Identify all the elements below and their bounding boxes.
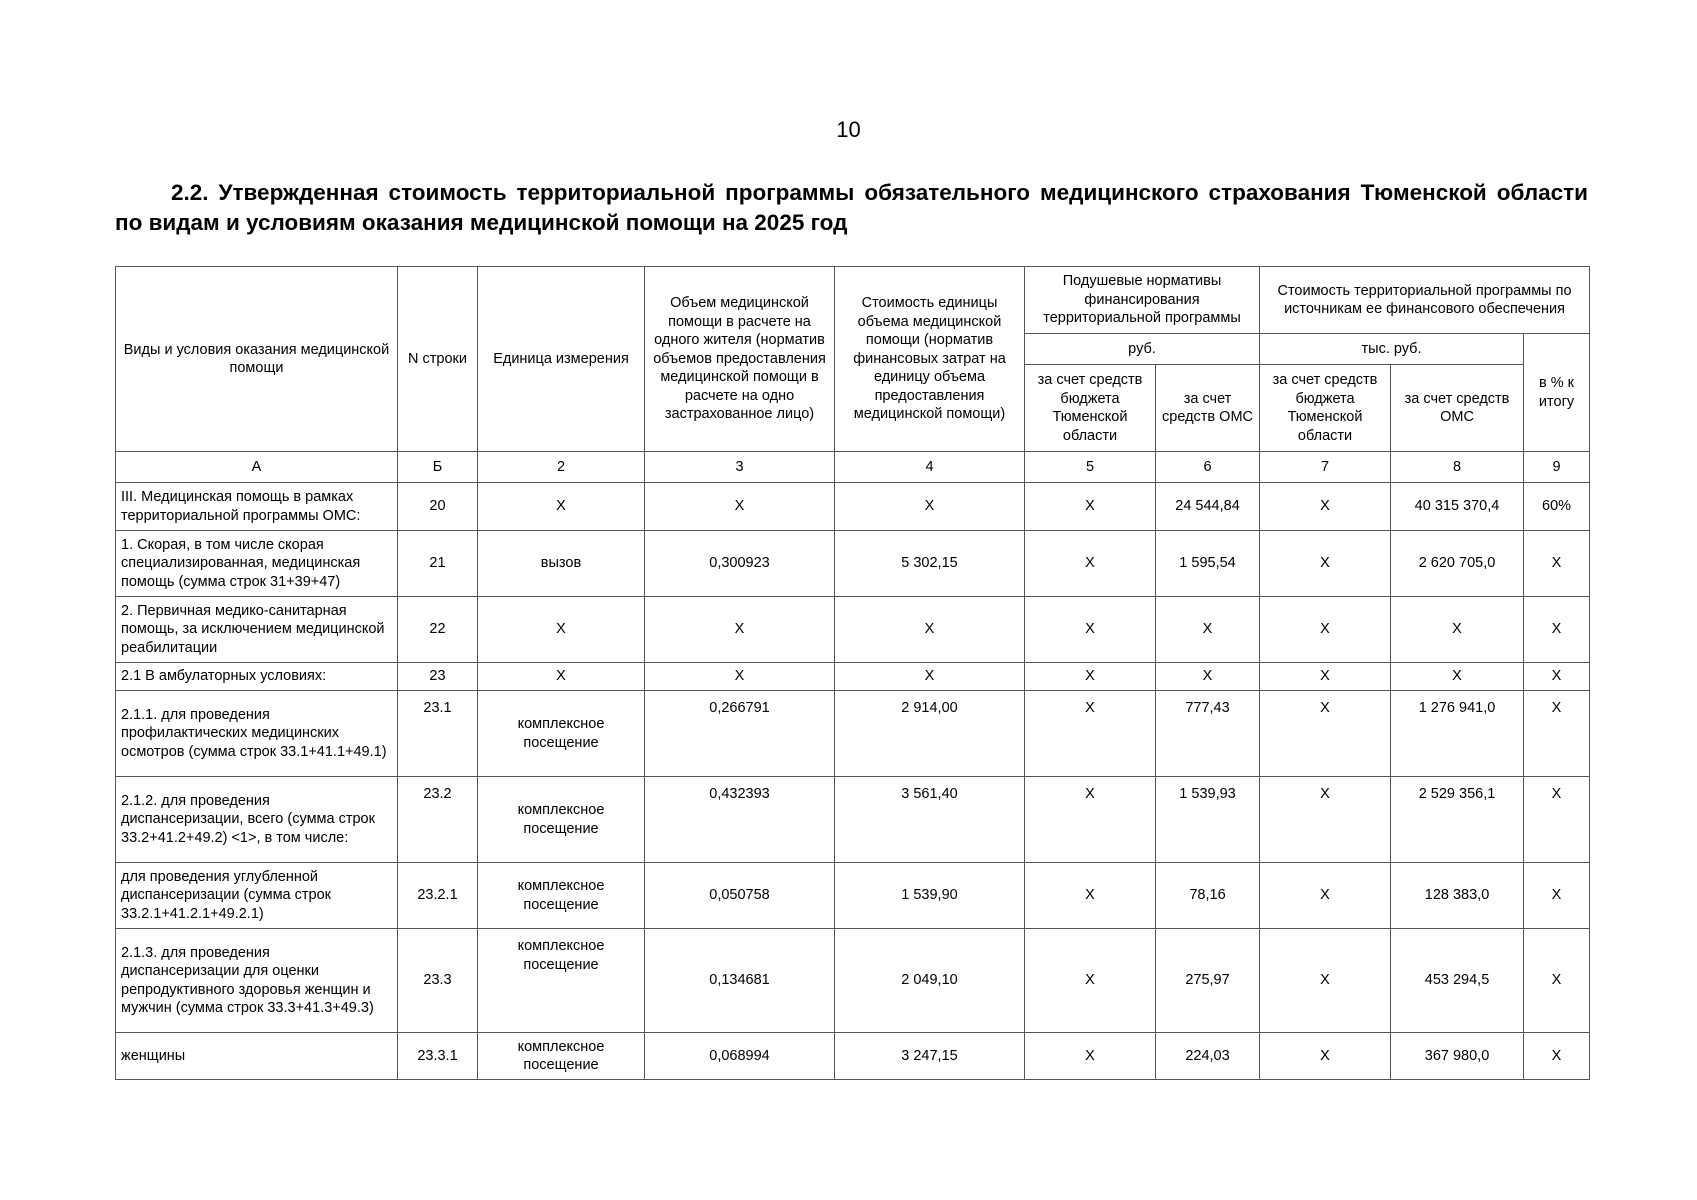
row-tc-budget: X [1260, 777, 1391, 863]
header-pc-budget: за счет средств бюджета Тюменской области [1025, 365, 1156, 452]
row-percent: X [1524, 597, 1590, 663]
row-volume: 0,134681 [645, 929, 835, 1033]
column-label: 9 [1524, 452, 1590, 483]
header-per-capita-group: Подушевые нормативы финансирования территориальной программы [1025, 267, 1260, 334]
header-types-conditions: Виды и условия оказания медицинской помощи [116, 267, 398, 452]
row-tc-budget: X [1260, 691, 1391, 777]
row-tc-oms: X [1391, 663, 1524, 691]
header-volume: Объем медицинской помощи в расчете на одного жителя (норматив объемов предоставления медицинской помощи в расчете на одно застрахованное лицо) [645, 267, 835, 452]
row-volume: 0,068994 [645, 1033, 835, 1080]
row-tc-budget: X [1260, 483, 1391, 531]
row-line: 23.3 [398, 929, 478, 1033]
row-tc-budget: X [1260, 663, 1391, 691]
row-volume: X [645, 483, 835, 531]
row-percent: X [1524, 531, 1590, 597]
row-name: III. Медицинская помощь в рамках территориальной программы ОМС: [116, 483, 398, 531]
table-row [116, 663, 1590, 691]
row-tc-budget: X [1260, 531, 1391, 597]
header-tc-oms: за счет средств ОМС [1391, 365, 1524, 452]
column-label: 6 [1156, 452, 1260, 483]
row-percent: X [1524, 1033, 1590, 1080]
column-label-row [116, 452, 1590, 483]
header-unit-rub: руб. [1025, 334, 1260, 365]
row-cost: 2 049,10 [835, 929, 1025, 1033]
column-label: Б [398, 452, 478, 483]
row-tc-oms: 2 529 356,1 [1391, 777, 1524, 863]
row-pc-oms: 275,97 [1156, 929, 1260, 1033]
row-pc-budget: X [1025, 663, 1156, 691]
row-pc-budget: X [1025, 597, 1156, 663]
row-pc-oms: 1 595,54 [1156, 531, 1260, 597]
header-percent-total: в % к итогу [1524, 334, 1590, 452]
header-unit: Единица измерения [478, 267, 645, 452]
row-name: 2.1.3. для проведения диспансеризации для оценки репродуктивного здоровья женщин и мужчин (сумма строк 33.3+41.3+49.3) [116, 929, 398, 1033]
column-label: А [116, 452, 398, 483]
row-pc-oms: 224,03 [1156, 1033, 1260, 1080]
row-cost: 5 302,15 [835, 531, 1025, 597]
row-name: для проведения углубленной диспансеризации (сумма строк 33.2.1+41.2.1+49.2.1) [116, 863, 398, 929]
row-unit: комплексное посещение [478, 863, 645, 929]
row-percent: X [1524, 777, 1590, 863]
cost-table [115, 266, 1590, 1080]
row-pc-budget: X [1025, 691, 1156, 777]
row-unit: X [478, 597, 645, 663]
row-volume: 0,432393 [645, 777, 835, 863]
row-pc-oms: X [1156, 597, 1260, 663]
row-line: 23 [398, 663, 478, 691]
column-label: 2 [478, 452, 645, 483]
row-pc-budget: X [1025, 777, 1156, 863]
row-cost: X [835, 597, 1025, 663]
row-cost: 1 539,90 [835, 863, 1025, 929]
row-cost: X [835, 483, 1025, 531]
table-row [116, 597, 1590, 663]
row-pc-oms: 777,43 [1156, 691, 1260, 777]
row-line: 21 [398, 531, 478, 597]
row-percent: X [1524, 929, 1590, 1033]
row-name: 2.1 В амбулаторных условиях: [116, 663, 398, 691]
row-name: 2.1.1. для проведения профилактических медицинских осмотров (сумма строк 33.1+41.1+49.1) [116, 691, 398, 777]
row-unit: комплексное посещение [478, 691, 645, 777]
row-cost: X [835, 663, 1025, 691]
row-volume: 0,050758 [645, 863, 835, 929]
row-percent: X [1524, 691, 1590, 777]
row-cost: 3 561,40 [835, 777, 1025, 863]
table-row [116, 929, 1590, 1033]
row-volume: X [645, 663, 835, 691]
row-line: 23.1 [398, 691, 478, 777]
row-percent: X [1524, 863, 1590, 929]
column-label: 7 [1260, 452, 1391, 483]
row-line: 23.3.1 [398, 1033, 478, 1080]
row-tc-budget: X [1260, 863, 1391, 929]
row-line: 22 [398, 597, 478, 663]
row-tc-oms: 453 294,5 [1391, 929, 1524, 1033]
row-volume: X [645, 597, 835, 663]
row-unit: вызов [478, 531, 645, 597]
row-tc-budget: X [1260, 597, 1391, 663]
table-row [116, 691, 1590, 777]
header-unit-cost: Стоимость единицы объема медицинской помощи (норматив финансовых затрат на единицу объема предоставления медицинской помощи) [835, 267, 1025, 452]
table-row [116, 483, 1590, 531]
row-line: 20 [398, 483, 478, 531]
row-line: 23.2.1 [398, 863, 478, 929]
row-pc-budget: X [1025, 531, 1156, 597]
row-unit: комплексное посещение [478, 777, 645, 863]
row-tc-budget: X [1260, 1033, 1391, 1080]
document-title: 2.2. Утвержденная стоимость территориальной программы обязательного медицинского страхования Тюменской области по видам и условиям оказания медицинской помощи на 2025 год [115, 180, 1588, 235]
header-line-number: N строки [398, 267, 478, 452]
row-name: 2.1.2. для проведения диспансеризации, всего (сумма строк 33.2+41.2+49.2) <1>, в том числе: [116, 777, 398, 863]
row-name: женщины [116, 1033, 398, 1080]
row-tc-oms: X [1391, 597, 1524, 663]
row-unit: X [478, 663, 645, 691]
row-pc-oms: 24 544,84 [1156, 483, 1260, 531]
header-row-1 [116, 267, 1590, 334]
row-unit: комплексное посещение [478, 929, 645, 1033]
column-label: 5 [1025, 452, 1156, 483]
column-label: 3 [645, 452, 835, 483]
header-program-cost-group: Стоимость территориальной программы по источникам ее финансового обеспечения [1260, 267, 1590, 334]
row-pc-oms: 78,16 [1156, 863, 1260, 929]
table-row [116, 863, 1590, 929]
table-row [116, 1033, 1590, 1080]
row-tc-oms: 128 383,0 [1391, 863, 1524, 929]
row-pc-budget: X [1025, 929, 1156, 1033]
row-tc-oms: 2 620 705,0 [1391, 531, 1524, 597]
row-tc-oms: 40 315 370,4 [1391, 483, 1524, 531]
column-label: 8 [1391, 452, 1524, 483]
header-pc-oms: за счет средств ОМС [1156, 365, 1260, 452]
row-tc-budget: X [1260, 929, 1391, 1033]
row-unit: комплексное посещение [478, 1033, 645, 1080]
row-name: 2. Первичная медико-санитарная помощь, за исключением медицинской реабилитации [116, 597, 398, 663]
header-tc-budget: за счет средств бюджета Тюменской области [1260, 365, 1391, 452]
row-pc-budget: X [1025, 483, 1156, 531]
row-cost: 2 914,00 [835, 691, 1025, 777]
row-percent: X [1524, 663, 1590, 691]
row-name: 1. Скорая, в том числе скорая специализированная, медицинская помощь (сумма строк 31+39+47) [116, 531, 398, 597]
row-volume: 0,300923 [645, 531, 835, 597]
row-pc-oms: X [1156, 663, 1260, 691]
row-cost: 3 247,15 [835, 1033, 1025, 1080]
row-percent: 60% [1524, 483, 1590, 531]
row-line: 23.2 [398, 777, 478, 863]
row-tc-oms: 1 276 941,0 [1391, 691, 1524, 777]
row-pc-budget: X [1025, 1033, 1156, 1080]
row-pc-oms: 1 539,93 [1156, 777, 1260, 863]
row-tc-oms: 367 980,0 [1391, 1033, 1524, 1080]
column-label: 4 [835, 452, 1025, 483]
header-unit-thousand-rub: тыс. руб. [1260, 334, 1524, 365]
table-row [116, 777, 1590, 863]
row-volume: 0,266791 [645, 691, 835, 777]
table-row [116, 531, 1590, 597]
page-number: 10 [836, 117, 861, 142]
row-pc-budget: X [1025, 863, 1156, 929]
row-unit: X [478, 483, 645, 531]
